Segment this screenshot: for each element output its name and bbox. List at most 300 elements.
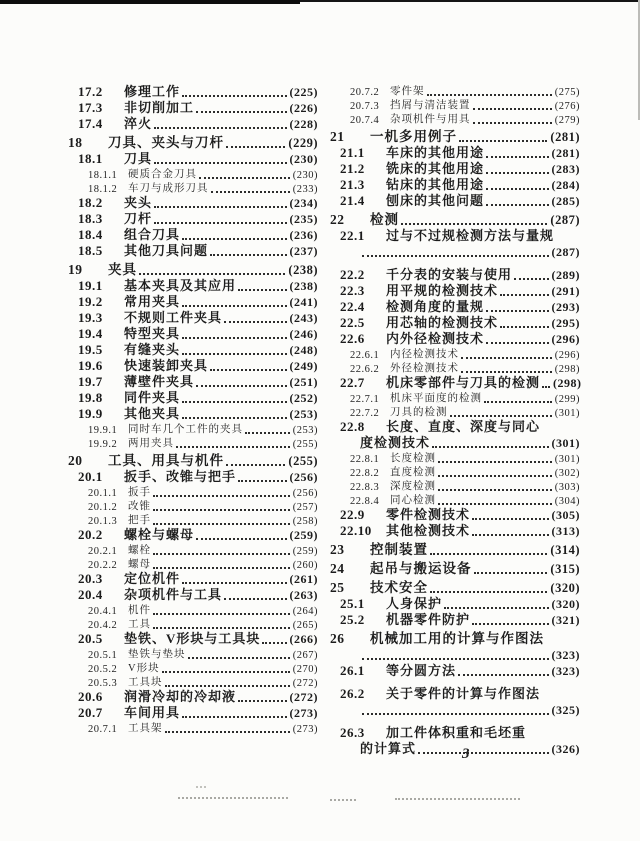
toc-entry-page: (276)	[554, 101, 580, 112]
toc-entry-number: 20.1.3	[88, 516, 118, 527]
dot-leader	[472, 534, 548, 536]
toc-entry-title: 螺母	[128, 559, 151, 570]
toc-entry-title: 关于零件的计算与作图法	[386, 686, 541, 701]
toc-entry	[326, 228, 580, 244]
dot-leader	[153, 553, 290, 555]
toc-entry-number: 22.7.2	[350, 408, 380, 419]
toc-entry-title: 杂项机件与工具	[124, 587, 223, 602]
toc-entry-page: (273)	[289, 706, 318, 720]
toc-left-column	[64, 84, 318, 735]
dot-leader	[210, 369, 286, 371]
toc-entry-number: 20.6	[78, 689, 103, 704]
dot-leader	[514, 278, 548, 280]
toc-entry-page: (284)	[551, 178, 580, 192]
toc-entry-title: 机床零部件与刀具的检测	[386, 375, 541, 390]
dot-leader	[182, 337, 286, 339]
dot-leader	[486, 172, 548, 174]
toc-entry-page: (257)	[292, 502, 318, 513]
dot-leader	[484, 401, 552, 403]
toc-entry-number: 18	[68, 135, 83, 150]
toc-entry-page: (259)	[289, 528, 318, 542]
toc-entry	[64, 469, 318, 485]
toc-entry-title: 长度检测	[390, 453, 436, 464]
toc-entry-title: 薄壁件夹具	[124, 374, 195, 389]
dot-leader	[211, 191, 290, 193]
dot-leader	[245, 432, 290, 434]
toc-entry-number: 23	[330, 542, 345, 557]
toc-entry	[326, 541, 580, 558]
dot-leader	[196, 385, 286, 387]
toc-entry-page: (302)	[554, 468, 580, 479]
toc-right-column	[326, 84, 580, 757]
toc-entry	[64, 527, 318, 543]
toc-entry-page: (246)	[289, 327, 318, 341]
toc-entry-title: 快速装卸夹具	[124, 358, 209, 373]
toc-entry-title: V形块	[128, 663, 160, 674]
dot-leader	[362, 255, 549, 257]
toc-entry-page: (301)	[554, 408, 580, 419]
toc-entry-number: 19.3	[78, 310, 103, 325]
dot-leader	[418, 752, 548, 754]
toc-entry-number: 19.2	[78, 294, 103, 309]
toc-entry-title: 用芯轴的检测技术	[386, 315, 499, 330]
toc-entry-number: 26.1	[340, 663, 365, 678]
toc-entry-title: 其他刀具问题	[124, 243, 209, 258]
scan-smudge	[178, 795, 288, 799]
toc-entry-title: 螺栓	[128, 545, 151, 556]
dot-leader	[196, 538, 286, 540]
toc-entry-page: (275)	[554, 87, 580, 98]
page-number: 3	[462, 746, 470, 762]
toc-entry-number: 19.9	[78, 406, 103, 421]
toc-entry	[326, 451, 580, 465]
toc-entry-number: 22.1	[340, 228, 365, 243]
toc-entry-page: (291)	[551, 284, 580, 298]
toc-entry-number: 18.2	[78, 195, 103, 210]
toc-entry-number: 21.1	[340, 145, 365, 160]
dot-leader	[486, 342, 548, 344]
toc-entry	[64, 211, 318, 227]
toc-entry-page: (314)	[550, 543, 580, 557]
toc-entry-continuation	[326, 435, 580, 451]
toc-entry-title: 螺栓与螺母	[124, 527, 195, 542]
toc-entry-title: 度检测技术	[360, 435, 431, 450]
toc-entry-page: (272)	[292, 678, 318, 689]
dot-leader	[473, 108, 552, 110]
toc-entry-number: 22.7	[340, 375, 365, 390]
toc-entry-title: 常用夹具	[124, 294, 181, 309]
toc-entry-page: (293)	[551, 300, 580, 314]
toc-entry-title: 一机多用例子	[370, 129, 457, 144]
dot-leader	[362, 713, 549, 715]
toc-entry-title: 定位机件	[124, 571, 181, 586]
dot-leader	[188, 657, 290, 659]
dot-leader	[154, 162, 286, 164]
toc-entry-title: 零件检测技术	[386, 507, 471, 522]
toc-entry-title: 起吊与搬运设备	[370, 561, 472, 576]
toc-entry-title: 车刀与成形刀具	[128, 183, 209, 194]
toc-entry-number: 20.5.2	[88, 664, 118, 675]
toc-entry	[64, 406, 318, 422]
toc-entry-page: (326)	[551, 742, 580, 756]
toc-entry	[64, 134, 318, 151]
toc-entry-number: 18.3	[78, 211, 103, 226]
toc-entry	[64, 310, 318, 326]
toc-entry-continuation	[326, 244, 580, 260]
toc-entry-page: (283)	[551, 162, 580, 176]
toc-entry-number: 20.1.1	[88, 488, 118, 499]
toc-entry-page: (273)	[292, 724, 318, 735]
dot-leader	[262, 642, 286, 644]
toc-entry-page: (267)	[292, 650, 318, 661]
toc-entry-title: 同时车几个工件的夹具	[128, 424, 243, 435]
toc-entry-number: 22.10	[340, 523, 372, 538]
toc-entry-number: 22.3	[340, 283, 365, 298]
toc-entry-number: 19.9.1	[88, 425, 118, 436]
dot-leader	[458, 674, 548, 676]
toc-entry-page: (235)	[289, 212, 318, 226]
toc-entry-title: 刀具	[124, 151, 153, 166]
toc-entry-title: 外径检测技术	[390, 363, 459, 374]
toc-entry	[64, 557, 318, 571]
toc-entry-title: 刀具、夹头与刀杆	[108, 135, 224, 150]
toc-entry-title: 内外径检测技术	[386, 331, 485, 346]
toc-entry-page: (226)	[289, 101, 318, 115]
toc-entry-number: 20.1.2	[88, 502, 118, 513]
toc-entry-number: 21.2	[340, 161, 365, 176]
toc-entry	[64, 278, 318, 294]
toc-entry-title: 基本夹具及其应用	[124, 278, 237, 293]
toc-entry-number: 17.2	[78, 84, 103, 99]
toc-entry-page: (265)	[292, 620, 318, 631]
toc-entry-title: 垫铁与垫块	[128, 649, 186, 660]
toc-entry	[326, 84, 580, 98]
dot-leader	[182, 417, 286, 419]
toc-entry-number: 20.2	[78, 527, 103, 542]
toc-entry-page: (249)	[289, 359, 318, 373]
toc-entry	[64, 485, 318, 499]
toc-entry-page: (263)	[289, 588, 318, 602]
toc-entry-page: (252)	[289, 391, 318, 405]
toc-entry-number: 22	[330, 212, 345, 227]
toc-entry-title: 两用夹具	[128, 438, 174, 449]
toc-entry-page: (228)	[289, 117, 318, 131]
toc-entry-page: (279)	[554, 115, 580, 126]
toc-entry-number: 22.7.1	[350, 394, 380, 405]
toc-entry	[326, 612, 580, 628]
toc-entry-title: 钻床的其他用途	[386, 177, 485, 192]
toc-entry-page: (298)	[553, 376, 582, 390]
toc-entry-page: (321)	[551, 613, 580, 627]
toc-entry-continuation	[326, 741, 580, 757]
dot-leader	[224, 598, 286, 600]
toc-entry-number: 22.2	[340, 267, 365, 282]
toc-entry-title: 组合刀具	[124, 227, 181, 242]
toc-entry	[64, 436, 318, 450]
toc-entry-number: 22.9	[340, 507, 365, 522]
toc-entry	[64, 167, 318, 181]
toc-entry-page: (303)	[554, 482, 580, 493]
scan-smudge	[196, 784, 206, 788]
toc-entry-title: 改锥	[128, 501, 151, 512]
toc-entry	[326, 560, 580, 577]
toc-entry-page: (305)	[551, 508, 580, 522]
toc-entry-page: (323)	[551, 648, 580, 662]
toc-entry-page: (320)	[551, 597, 580, 611]
toc-entry-page: (256)	[289, 470, 318, 484]
toc-entry-number: 19.9.2	[88, 439, 118, 450]
dot-leader	[182, 716, 286, 718]
toc-entry-number: 19.8	[78, 390, 103, 405]
toc-entry	[326, 375, 580, 391]
toc-entry-page: (320)	[550, 581, 580, 595]
toc-entry	[64, 243, 318, 259]
toc-entry-number: 18.1.2	[88, 184, 118, 195]
toc-entry-page: (225)	[289, 85, 318, 99]
toc-entry-page: (289)	[551, 268, 580, 282]
dot-leader	[438, 475, 552, 477]
toc-entry-page: (287)	[551, 245, 580, 259]
toc-entry	[326, 193, 580, 209]
toc-entry-number: 22.6.1	[350, 350, 380, 361]
toc-entry-number: 19	[68, 262, 83, 277]
toc-entry-title: 非切削加工	[124, 100, 195, 115]
toc-entry-title: 机械加工用的计算与作图法	[370, 631, 544, 646]
toc-entry-page: (241)	[289, 295, 318, 309]
toc-entry-title: 机器零件防护	[386, 612, 471, 627]
toc-entry-page: (251)	[289, 375, 318, 389]
toc-entry-page: (298)	[554, 364, 580, 375]
toc-entry-number: 25.2	[340, 612, 365, 627]
toc-entry-page: (315)	[550, 562, 580, 576]
toc-entry	[326, 579, 580, 596]
toc-entry-page: (258)	[292, 516, 318, 527]
toc-entry-page: (260)	[292, 560, 318, 571]
dot-leader	[162, 671, 290, 673]
toc-entry-title: 过与不过规检测方法与量规	[386, 228, 555, 243]
toc-entry-number: 20.7.4	[350, 115, 380, 126]
toc-entry	[64, 374, 318, 390]
toc-entry-number: 22.4	[340, 299, 365, 314]
toc-entry-number: 19.1	[78, 278, 103, 293]
toc-entry-number: 25.1	[340, 596, 365, 611]
toc-entry-page: (259)	[292, 546, 318, 557]
toc-entry-title: 挡屑与清洁装置	[390, 100, 471, 111]
toc-entry-number: 18.5	[78, 243, 103, 258]
dot-leader	[500, 326, 548, 328]
toc-entry-title: 工具	[128, 619, 151, 630]
toc-entry-number: 20.3	[78, 571, 103, 586]
toc-entry	[326, 630, 580, 647]
dot-leader	[165, 731, 290, 733]
toc-entry-title: 杂项机件与用具	[390, 114, 471, 125]
toc-entry-title: 特型夹具	[124, 326, 181, 341]
dot-leader	[430, 591, 547, 593]
toc-entry-title: 其他检测技术	[386, 523, 471, 538]
toc-entry-page: (237)	[289, 244, 318, 258]
toc-entry-number: 26.2	[340, 686, 365, 701]
toc-entry-title: 同件夹具	[124, 390, 181, 405]
dot-leader	[427, 94, 552, 96]
toc-entry-title: 有缝夹头	[124, 342, 181, 357]
toc-entry-page: (255)	[292, 439, 318, 450]
toc-entry-page: (296)	[551, 332, 580, 346]
dot-leader	[472, 623, 548, 625]
dot-leader	[430, 553, 547, 555]
dot-leader	[210, 254, 286, 256]
dot-leader	[182, 401, 286, 403]
toc-entry-title: 人身保护	[386, 596, 443, 611]
toc-entry-page: (266)	[289, 632, 318, 646]
scan-edge-top-left	[0, 0, 300, 4]
toc-entry-page: (229)	[288, 136, 318, 150]
toc-entry-page: (325)	[551, 703, 580, 717]
toc-entry	[64, 181, 318, 195]
toc-entry-title: 夹具	[108, 262, 137, 277]
toc-entry-page: (253)	[292, 425, 318, 436]
dot-leader	[226, 146, 285, 148]
toc-entry-number: 21	[330, 129, 345, 144]
toc-entry-number: 20.7.1	[88, 724, 118, 735]
toc-entry-title: 工具块	[128, 677, 163, 688]
toc-entry-number: 19.4	[78, 326, 103, 341]
toc-entry-title: 刨床的其他问题	[386, 193, 485, 208]
toc-entry-page: (295)	[551, 316, 580, 330]
toc-entry-page: (313)	[551, 524, 580, 538]
toc-entry-number: 25	[330, 580, 345, 595]
toc-entry-page: (285)	[551, 194, 580, 208]
toc-entry-number: 22.6.2	[350, 364, 380, 375]
toc-entry-title: 垫铁、V形块与工具块	[124, 631, 261, 646]
dot-leader	[153, 509, 290, 511]
dot-leader	[432, 446, 548, 448]
toc-entry-number: 20.4	[78, 587, 103, 602]
toc-entry-number: 20.2.2	[88, 560, 118, 571]
toc-entry	[64, 603, 318, 617]
dot-leader	[474, 572, 548, 574]
dot-leader	[473, 122, 552, 124]
dot-leader	[224, 321, 286, 323]
toc-entry-title: 车间用具	[124, 705, 181, 720]
toc-entry-title: 检测	[370, 212, 399, 227]
toc-entry-page: (281)	[550, 130, 580, 144]
toc-entry-page: (243)	[289, 311, 318, 325]
dot-leader	[438, 489, 552, 491]
toc-entry-title: 硬质合金刀具	[128, 169, 197, 180]
dot-leader	[542, 386, 550, 388]
toc-entry-title: 的计算式	[360, 741, 417, 756]
dot-leader	[154, 127, 286, 129]
toc-entry	[64, 705, 318, 721]
dot-leader	[176, 446, 290, 448]
toc-entry	[326, 112, 580, 126]
toc-entry-number: 22.8.4	[350, 496, 380, 507]
toc-entry-page: (236)	[289, 228, 318, 242]
toc-entry-number: 22.8.1	[350, 454, 380, 465]
toc-entry-page: (248)	[289, 343, 318, 357]
toc-entry-number: 22.5	[340, 315, 365, 330]
toc-entry-number: 24	[330, 561, 345, 576]
toc-entry-number: 19.7	[78, 374, 103, 389]
toc-entry-number: 21.3	[340, 177, 365, 192]
toc-entry-title: 检测角度的量规	[386, 299, 485, 314]
toc-entry-number: 17.4	[78, 116, 103, 131]
toc-entry	[326, 331, 580, 347]
toc-entry-title: 润滑冷却的冷却液	[124, 689, 237, 704]
toc-entry	[64, 587, 318, 603]
toc-entry-page: (301)	[554, 454, 580, 465]
toc-entry-number: 22.8	[340, 419, 365, 434]
toc-entry-number: 20.4.1	[88, 606, 118, 617]
toc-entry-title: 工具架	[128, 723, 163, 734]
toc-entry-title: 夹头	[124, 195, 153, 210]
toc-entry-number: 18.1	[78, 151, 103, 166]
toc-entry	[64, 151, 318, 167]
toc-entry-title: 等分圆方法	[386, 663, 457, 678]
toc-entry-page: (256)	[292, 488, 318, 499]
toc-entry-page: (253)	[289, 407, 318, 421]
scan-smudge	[330, 797, 356, 801]
toc-entry-page: (264)	[292, 606, 318, 617]
toc-entry-page: (234)	[289, 196, 318, 210]
toc-entry-page: (301)	[551, 436, 580, 450]
dot-leader	[500, 294, 548, 296]
toc-entry-number: 20	[68, 453, 83, 468]
toc-entry	[64, 116, 318, 132]
toc-entry	[326, 523, 580, 539]
toc-entry-page: (323)	[551, 664, 580, 678]
toc-entry-title: 工具、用具与机件	[108, 453, 224, 468]
toc-entry-page: (270)	[292, 664, 318, 675]
toc-entry	[326, 391, 580, 405]
toc-entry-title: 不规则工件夹具	[124, 310, 223, 325]
toc-entry-number: 20.4.2	[88, 620, 118, 631]
toc-entry-title: 内径检测技术	[390, 349, 459, 360]
toc-entry-page: (230)	[292, 170, 318, 181]
dot-leader	[486, 156, 548, 158]
toc-entry-number: 20.5.1	[88, 650, 118, 661]
toc-entry-title: 把手	[128, 515, 151, 526]
toc-entry-number: 22.8.3	[350, 482, 380, 493]
toc-entry	[326, 98, 580, 112]
toc-entry-title: 铣床的其他用途	[386, 161, 485, 176]
toc-entry-title: 长度、直度、深度与同心	[386, 419, 541, 434]
toc-entry	[326, 663, 580, 679]
toc-entry	[64, 661, 318, 675]
toc-entry-title: 用平规的检测技术	[386, 283, 499, 298]
toc-entry-page: (233)	[292, 184, 318, 195]
dot-leader	[472, 518, 548, 520]
toc-entry-title: 刀杆	[124, 211, 153, 226]
toc-entry-title: 千分表的安装与使用	[386, 267, 513, 282]
toc-entry-page: (238)	[289, 279, 318, 293]
toc-entry-title: 机床平面度的检测	[390, 393, 482, 404]
toc-entry-number: 26	[330, 631, 345, 646]
toc-entry	[64, 647, 318, 661]
toc-entry-page: (230)	[289, 152, 318, 166]
toc-entry-number: 22.6	[340, 331, 365, 346]
toc-entry-number: 22.8.2	[350, 468, 380, 479]
toc-entry-number: 20.7.2	[350, 87, 380, 98]
dot-leader	[196, 111, 286, 113]
toc-entry-number: 19.5	[78, 342, 103, 357]
toc-entry-title: 深度检测	[390, 481, 436, 492]
dot-leader	[153, 495, 290, 497]
dot-leader	[199, 177, 290, 179]
toc-entry-number: 20.2.1	[88, 546, 118, 557]
toc-entry-page: (272)	[289, 690, 318, 704]
toc-entry-number: 20.5.3	[88, 678, 118, 689]
